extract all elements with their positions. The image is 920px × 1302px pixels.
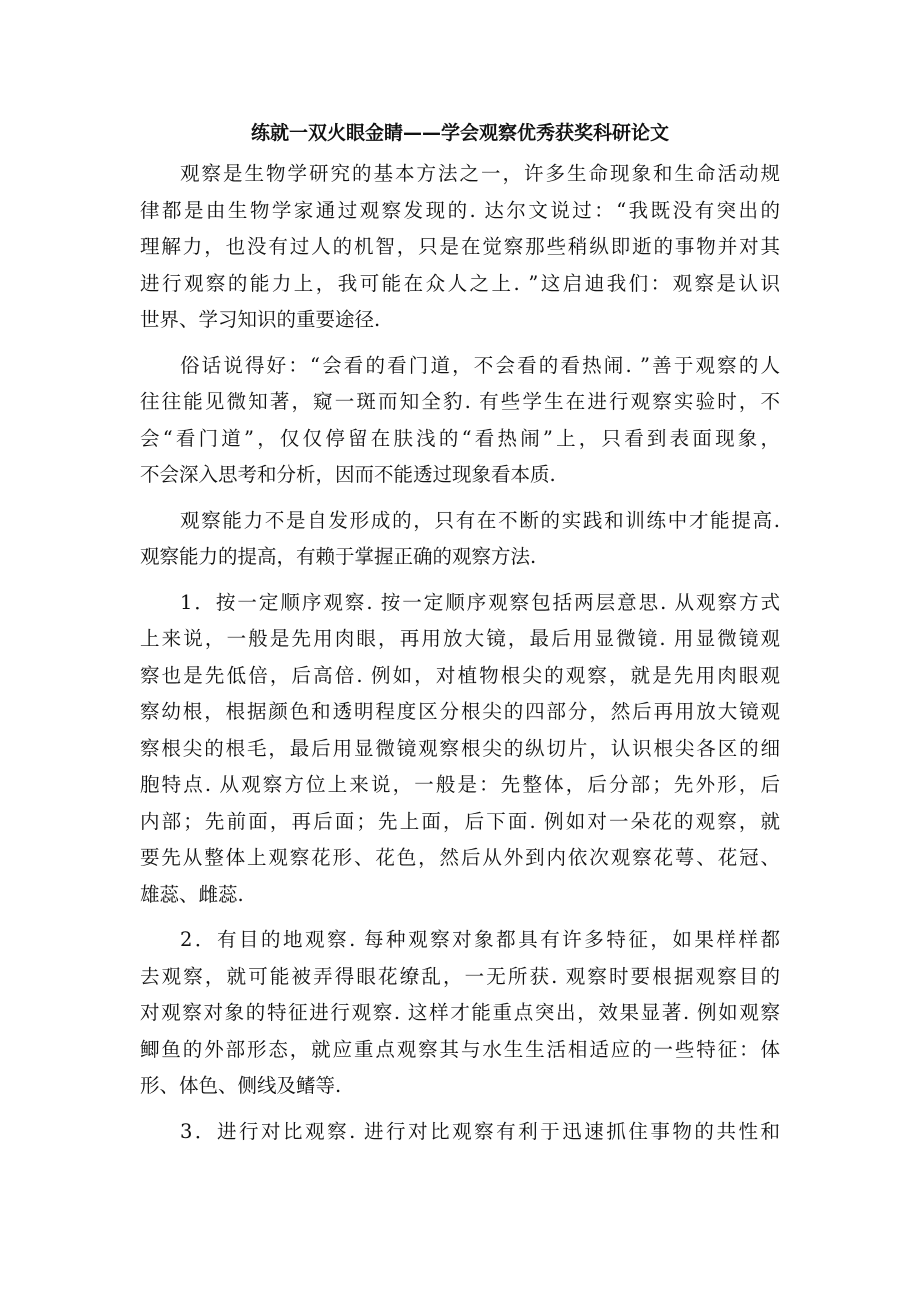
text-line: 上来说，一般是先用肉眼，再用放大镜，最后用显微镜. 用显微镜观: [140, 627, 780, 650]
paragraph: [140, 503, 780, 576]
text-line: 胞特点. 从观察方位上来说，一般是：先整体，后分部；先外形，后: [140, 773, 780, 796]
text-line: 观察能力不是自发形成的，只有在不断的实践和训练中才能提高.: [180, 508, 780, 532]
document-body: [140, 156, 780, 1159]
text-line: 察根尖的根毛，最后用显微镜观察根尖的纵切片，认识根尖各区的细: [140, 736, 780, 760]
text-line: 往往能见微知著，窥一斑而知全豹. 有些学生在进行观察实验时，不: [140, 390, 780, 413]
text-line: 世界、学习知识的重要途径.: [140, 308, 381, 331]
text-line: 俗话说得好：“会看的看门道，不会看的看热闹. ”善于观察的人: [180, 353, 780, 377]
text-line: 进行观察的能力上，我可能在众人之上. ”这启迪我们：观察是认识: [140, 271, 780, 295]
text-line: 察幼根，根据颜色和透明程度区分根尖的四部分，然后再用放大镜观: [140, 700, 780, 723]
text-line: 观察是生物学研究的基本方法之一，许多生命现象和生命活动规: [180, 162, 780, 185]
paragraph: [140, 156, 780, 339]
text-line: 形、体色、侧线及鳍等.: [140, 1074, 342, 1097]
text-line: 会“看门道”，仅仅停留在肤浅的“看热闹”上，只看到表面现象，: [140, 426, 780, 450]
paragraph: [140, 585, 780, 914]
text-line: 去观察，就可能被弄得眼花缭乱，一无所获. 观察时要根据观察目的: [140, 964, 780, 988]
text-line: 鲫鱼的外部形态，就应重点观察其与水生生活相适应的一些特征：体: [140, 1037, 780, 1061]
text-line: 察也是先低倍，后高倍. 例如，对植物根尖的观察，就是先用肉眼观: [140, 663, 780, 687]
paragraph: [140, 1114, 780, 1151]
text-line: 要先从整体上观察花形、花色，然后从外到内依次观察花萼、花冠、: [140, 846, 780, 869]
text-line: 雄蕊、雌蕊.: [140, 882, 244, 906]
text-line: 3．进行对比观察. 进行对比观察有利于迅速抓住事物的共性和: [180, 1119, 780, 1143]
text-line: 2．有目的地观察. 每种观察对象都具有许多特征，如果样样都: [180, 928, 780, 951]
text-line: 理解力，也没有过人的机智，只是在觉察那些稍纵即逝的事物并对其: [140, 235, 780, 258]
document-title: 练就一双火眼金睛——学会观察优秀获奖科研论文: [250, 122, 669, 144]
text-line: 律都是由生物学家通过观察发现的. 达尔文说过：“我既没有突出的: [140, 198, 780, 222]
paragraph: [140, 348, 780, 494]
text-line: 观察能力的提高，有赖于掌握正确的观察方法.: [140, 545, 537, 568]
text-line: 1．按一定顺序观察. 按一定顺序观察包括两层意思. 从观察方式: [180, 590, 780, 614]
text-line: 对观察对象的特征进行观察. 这样才能重点突出，效果显著. 例如观察: [140, 1001, 780, 1024]
paragraph: [140, 922, 780, 1105]
text-line: 不会深入思考和分析，因而不能透过现象看本质.: [140, 463, 556, 486]
text-line: 内部；先前面，再后面；先上面，后下面. 例如对一朵花的观察，就: [140, 809, 780, 833]
